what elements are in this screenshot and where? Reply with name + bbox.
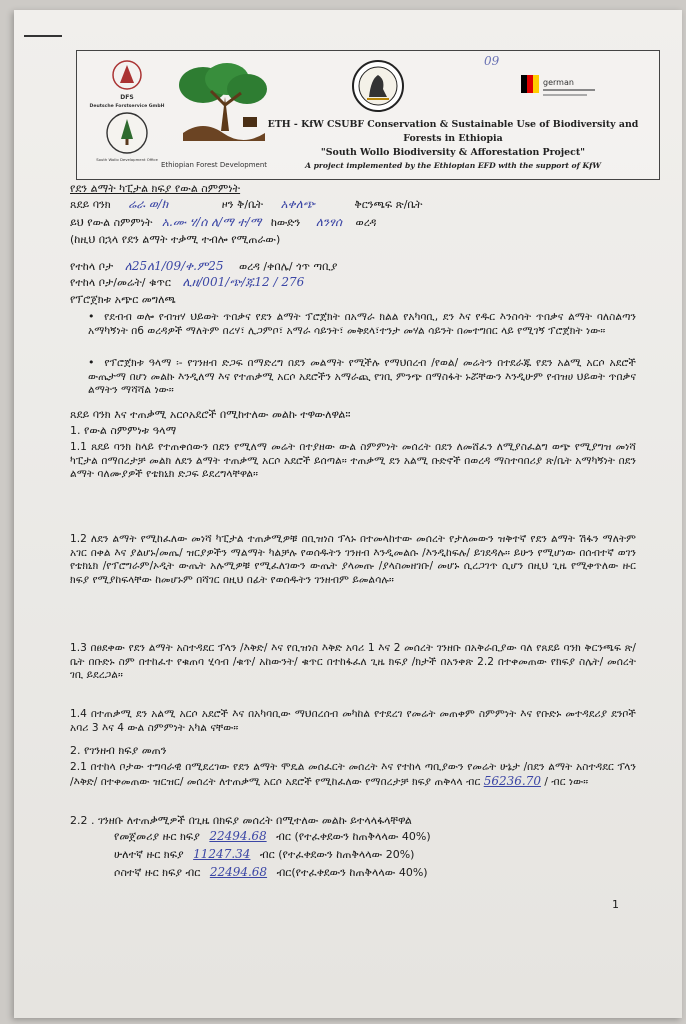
handwritten-page-mark: 09 — [484, 54, 500, 68]
registration-tail: ወረዳ /ቀበሌ/ ጎጥ ጣቢያ — [238, 260, 338, 273]
dfs-subtext: Deutsche Forstservice GmbH — [89, 104, 165, 109]
handwritten-bank-branch: ሬራ ወ/ክ — [128, 197, 169, 211]
pen-mark — [24, 35, 62, 37]
dfs-office-text: South Wollo Development Office — [96, 157, 158, 162]
paragraph-1-2: 1.2 ለደን ልማት የሚከፈለው መነሻ ካፒታል ተጠቃሚዎቹ በቢዝነስ ፕላኑ በተመላከተው መሰረት የታለመውን ዝቅተኛ የደን ልማት ሽፋን ማለትም አገር በቀል እና ያልሆኑ/መጤ/ ዝርያዎችን ማልማት ካልቻሉ የወሰዱትን ገንዘብ እንዲመልሱ /እንዲከፍሉ/ ይገደዳሉ። ይሁን የሚሆነው በሰብተኛ ወገን የቴክኒክ /የፕሮግራም/ኦዲት ውጤት አሉሚዎቹ የሚፈለገውን ውጤት ያላመጡ /ያላስመዘገቡ/ መሆኑ ሲረጋገጥ ሲሆን በዚህ ጊዜ የሚቀጥለው ዙር ክፍያ የሚያከፍላቸው ከመሆኑም በሻገር በዚህ በፊት የወሰዱትን ገንዘብም ይመልሳሉ። — [70, 533, 636, 586]
efd-label: Ethiopian Forest Development — [161, 161, 268, 169]
installment-2 — [114, 848, 414, 861]
contract-label: ይህ የውል ስምምነት — [70, 216, 153, 229]
plot-label: የተከላ ቦታ/መሬት/ ቁጥር — [70, 276, 171, 289]
paragraph-1-1: 1.1 ጸደይ ባንክ ከላይ የተጠቀሰውን በደን የሚለማ መሬት በተያዘው ውል ስምምነት መሰረት በደን ለመሸፈን ለሚያስፈልግ ወጭ የሚያግዝ መነሻ ካፒታል በማበረታቻ መልክ ለደን ልማት ተጠቃሚ አርሶ አደሮች ይሰጣል። ተጠቃሚ ደን አልሚ ቡድኖች በወረዳ ማስተባበሪያ ጽ/ቤት አማካኝነት በደን ልማት ባለሙያዎች የቴክኒክ ድጋፍ ይደረግላቸዋል። — [70, 441, 636, 480]
bullet-item-2 — [88, 356, 636, 398]
installment-3-tail: ብር(የተፈቀደውን ከጠቅላላው 40%) — [276, 866, 428, 879]
bullet-text-1: የደብብ ወሎ የብዝሃ ህይወት ጥበቃና የደን ልማት ፕሮጀክት በአማራ ክልል የአካባቢ, ደን እና የዱር እንስሳት ጥበቃና ልማት ባለስልጣን አማካኝነት በ6 ወረዳዎች ማለትም በረሃ፣ ሊጋምቦ፣ አማራ ሳይንት፣ መቅደላ፣ተንታ መሃል ሳይንት በመተግበር ላይ የሚገኝ ፕሮጀክት ነው። — [88, 311, 636, 337]
handwritten-installment-1: 22494.68 — [209, 829, 267, 843]
paragraph-2-1-tail: / ብር ነው። — [544, 775, 589, 788]
branch-label: ቅርንጫፍ ጽ/ቤት — [354, 198, 423, 211]
agreement-line: ጸደይ ባንክ እና ተጠቃሚ አርሶአደሮች በሚከተለው መልኩ ተዋውለዋል። — [70, 408, 351, 421]
german-cooperation-logo — [517, 71, 607, 107]
bank-label: ጸደይ ባንክ — [70, 198, 111, 211]
project-title-line4: A project implemented by the Ethiopian EFD with the support of KfW — [305, 161, 601, 170]
project-title-line3: "South Wollo Biodiversity & Afforestation Project" — [320, 147, 586, 158]
handwritten-zone: አቀለጭ — [280, 197, 315, 211]
installment-3 — [114, 866, 428, 879]
registration-line — [70, 260, 337, 273]
installment-1 — [114, 830, 431, 843]
zone-label: ዞን ቅ/ቤት — [221, 198, 264, 211]
hereafter-line: (ከዚህ በኋላ የደን ልማት ተቃሚ ተብሎ የሚጠራው) — [70, 233, 281, 246]
paragraph-1-3: 1.3 በፀደቀው የደን ልማት አስተዳደር ፕላን /እቅድ/ እና የቢዝነስ እቅድ አባሪ 1 እና 2 መሰረት ገንዘቡ በአቅራቢያው ባለ የጸደይ ባንክ ቅርንጫፍ ጽ/ቤት በቡድኑ ስም በተከፈተ የቁጠባ ሂሳብ /ቁጥ/ አከውንት/ ቁጥር በተከፋፈለ ጊዜ ክፍያ /ክታች በአንቀጽ 2.2 በተቀመጠው የክፍያ ስሌት/ መሰረት ገቢ ይደረጋል። — [70, 642, 636, 681]
installment-1-tail: ብር (የተፈቀደውን ከጠቅላላው 40%) — [276, 830, 431, 843]
bank-line — [70, 198, 422, 211]
paragraph-2-1-text: 2.1 በተከላ ቦታው ተግባራዊ በሚደረገው የደን ልማት ሞዴል መሰፈርት መሰረት እና የተከላ ጣቢያውን የመሬት ሁኔታ /በደን ልማት አስተዳደር ፕላን /እቅድ/ በተቀመጠው ዝርዝር/ መሰረት ለተጠቃሚ አርሶ አደሮች የሚከፈለው የማበረታቻ ክፍያ ጠቅላላ ብር — [70, 761, 636, 788]
handwritten-woreda: ለንፃሰ — [315, 215, 343, 229]
bullet-icon: • — [88, 310, 105, 323]
installment-2-tail: ብር (የተፈቀደውን ከጠቅላላው 20%) — [259, 848, 415, 861]
installment-3-label: ሶስተኛ ዙር ክፍያ ብር — [114, 866, 201, 879]
registration-label: የተከላ ቦታ — [70, 260, 114, 273]
handwritten-installment-3: 22494.68 — [209, 865, 268, 879]
bullet-item-1 — [88, 310, 636, 338]
handwritten-plot-number: ሊዘ/001/ጭ/ጁ12 / 276 — [182, 275, 305, 289]
letterhead — [76, 50, 660, 180]
tree-logo — [173, 61, 273, 143]
german-label: german — [543, 78, 574, 87]
project-title-line2: Forests in Ethiopia — [403, 133, 503, 144]
section-1-heading: 1. የውል ስምምነቱ ዓላማ — [70, 424, 177, 437]
paragraph-2-1 — [70, 761, 636, 789]
handwritten-installment-2: 11247.34 — [193, 847, 251, 861]
ethiopia-emblem-logo — [351, 59, 405, 113]
bullet-icon: • — [88, 356, 105, 369]
bullet-text-2: የፕሮጀክቱ ዓላማ ፡- የገንዘብ ድጋፍ በማድረግ በደን መልማት የሚችሉ የማህበረብ /የወል/ መሬትን በተደራጁ የደን አልሚ አርሶ አደሮች ውጤታማ በሆነ መልኩ እንዲለማ እና የተጠቃሚ አርሶ አደሮችን አማራጪ የገቢ ምንጭ በማስፋት ኑሯቸውን እንዲሁም የብዝሀ ህይወት ጥበቃና ልማትን ማሻሻል ነው። — [88, 357, 636, 396]
document-page — [14, 10, 682, 1018]
woreda-label: ወረዳ — [355, 216, 377, 229]
installment-2-label: ሁለተኛ ዙር ክፍያ — [114, 848, 184, 861]
handwritten-party: አ.ሙ ሃ/ሰ ለ/ማ ተ/ማ — [161, 215, 262, 229]
installment-1-label: የመጀመሪያ ዙር ክፍያ — [114, 830, 200, 843]
paragraph-2-2: 2.2 . ገንዘቡ ለተጠቃሚዎች በጊዜ በክፍያ መሰረት በሚተለው መልኩ ይተላላፋላቸዋል — [70, 814, 412, 827]
paragraph-1-4: 1.4 በተጠቃሚ ደን አልሚ አርሶ አደሮች እና በአካባቢው ማህበረሰብ መካከል የተደረገ የመሬት መጠቀም ስምምነት እና የቡድኑ መተዳደሪያ ደንቦች አባሪ 3 እና 4 ውል ስምምነት አካል ናቸው። — [70, 708, 636, 734]
project-title-line1: ETH - KfW CSUBF Conservation & Sustainable Use of Biodiversity and — [267, 119, 639, 130]
contract-label-b: ከውድን — [270, 216, 301, 229]
dfs-text: DFS — [120, 94, 134, 101]
plot-line — [70, 276, 304, 289]
dfs-logo — [87, 57, 169, 169]
page-number: 1 — [612, 898, 619, 911]
handwritten-registration: ለ25ለ1/09/ቀ.ም25 — [124, 259, 224, 273]
section-2-heading: 2. የገንዘብ ክፍያ መጠን — [70, 744, 167, 757]
contract-party-line — [70, 216, 376, 229]
project-summary-heading: የፕሮጀክቱ አጭር መግለጫ — [70, 293, 176, 306]
document-title: የደን ልማት ካፒታል ክፍያ የውል ስምምነት — [70, 182, 241, 195]
handwritten-total-amount: 56236.70 — [483, 773, 541, 788]
